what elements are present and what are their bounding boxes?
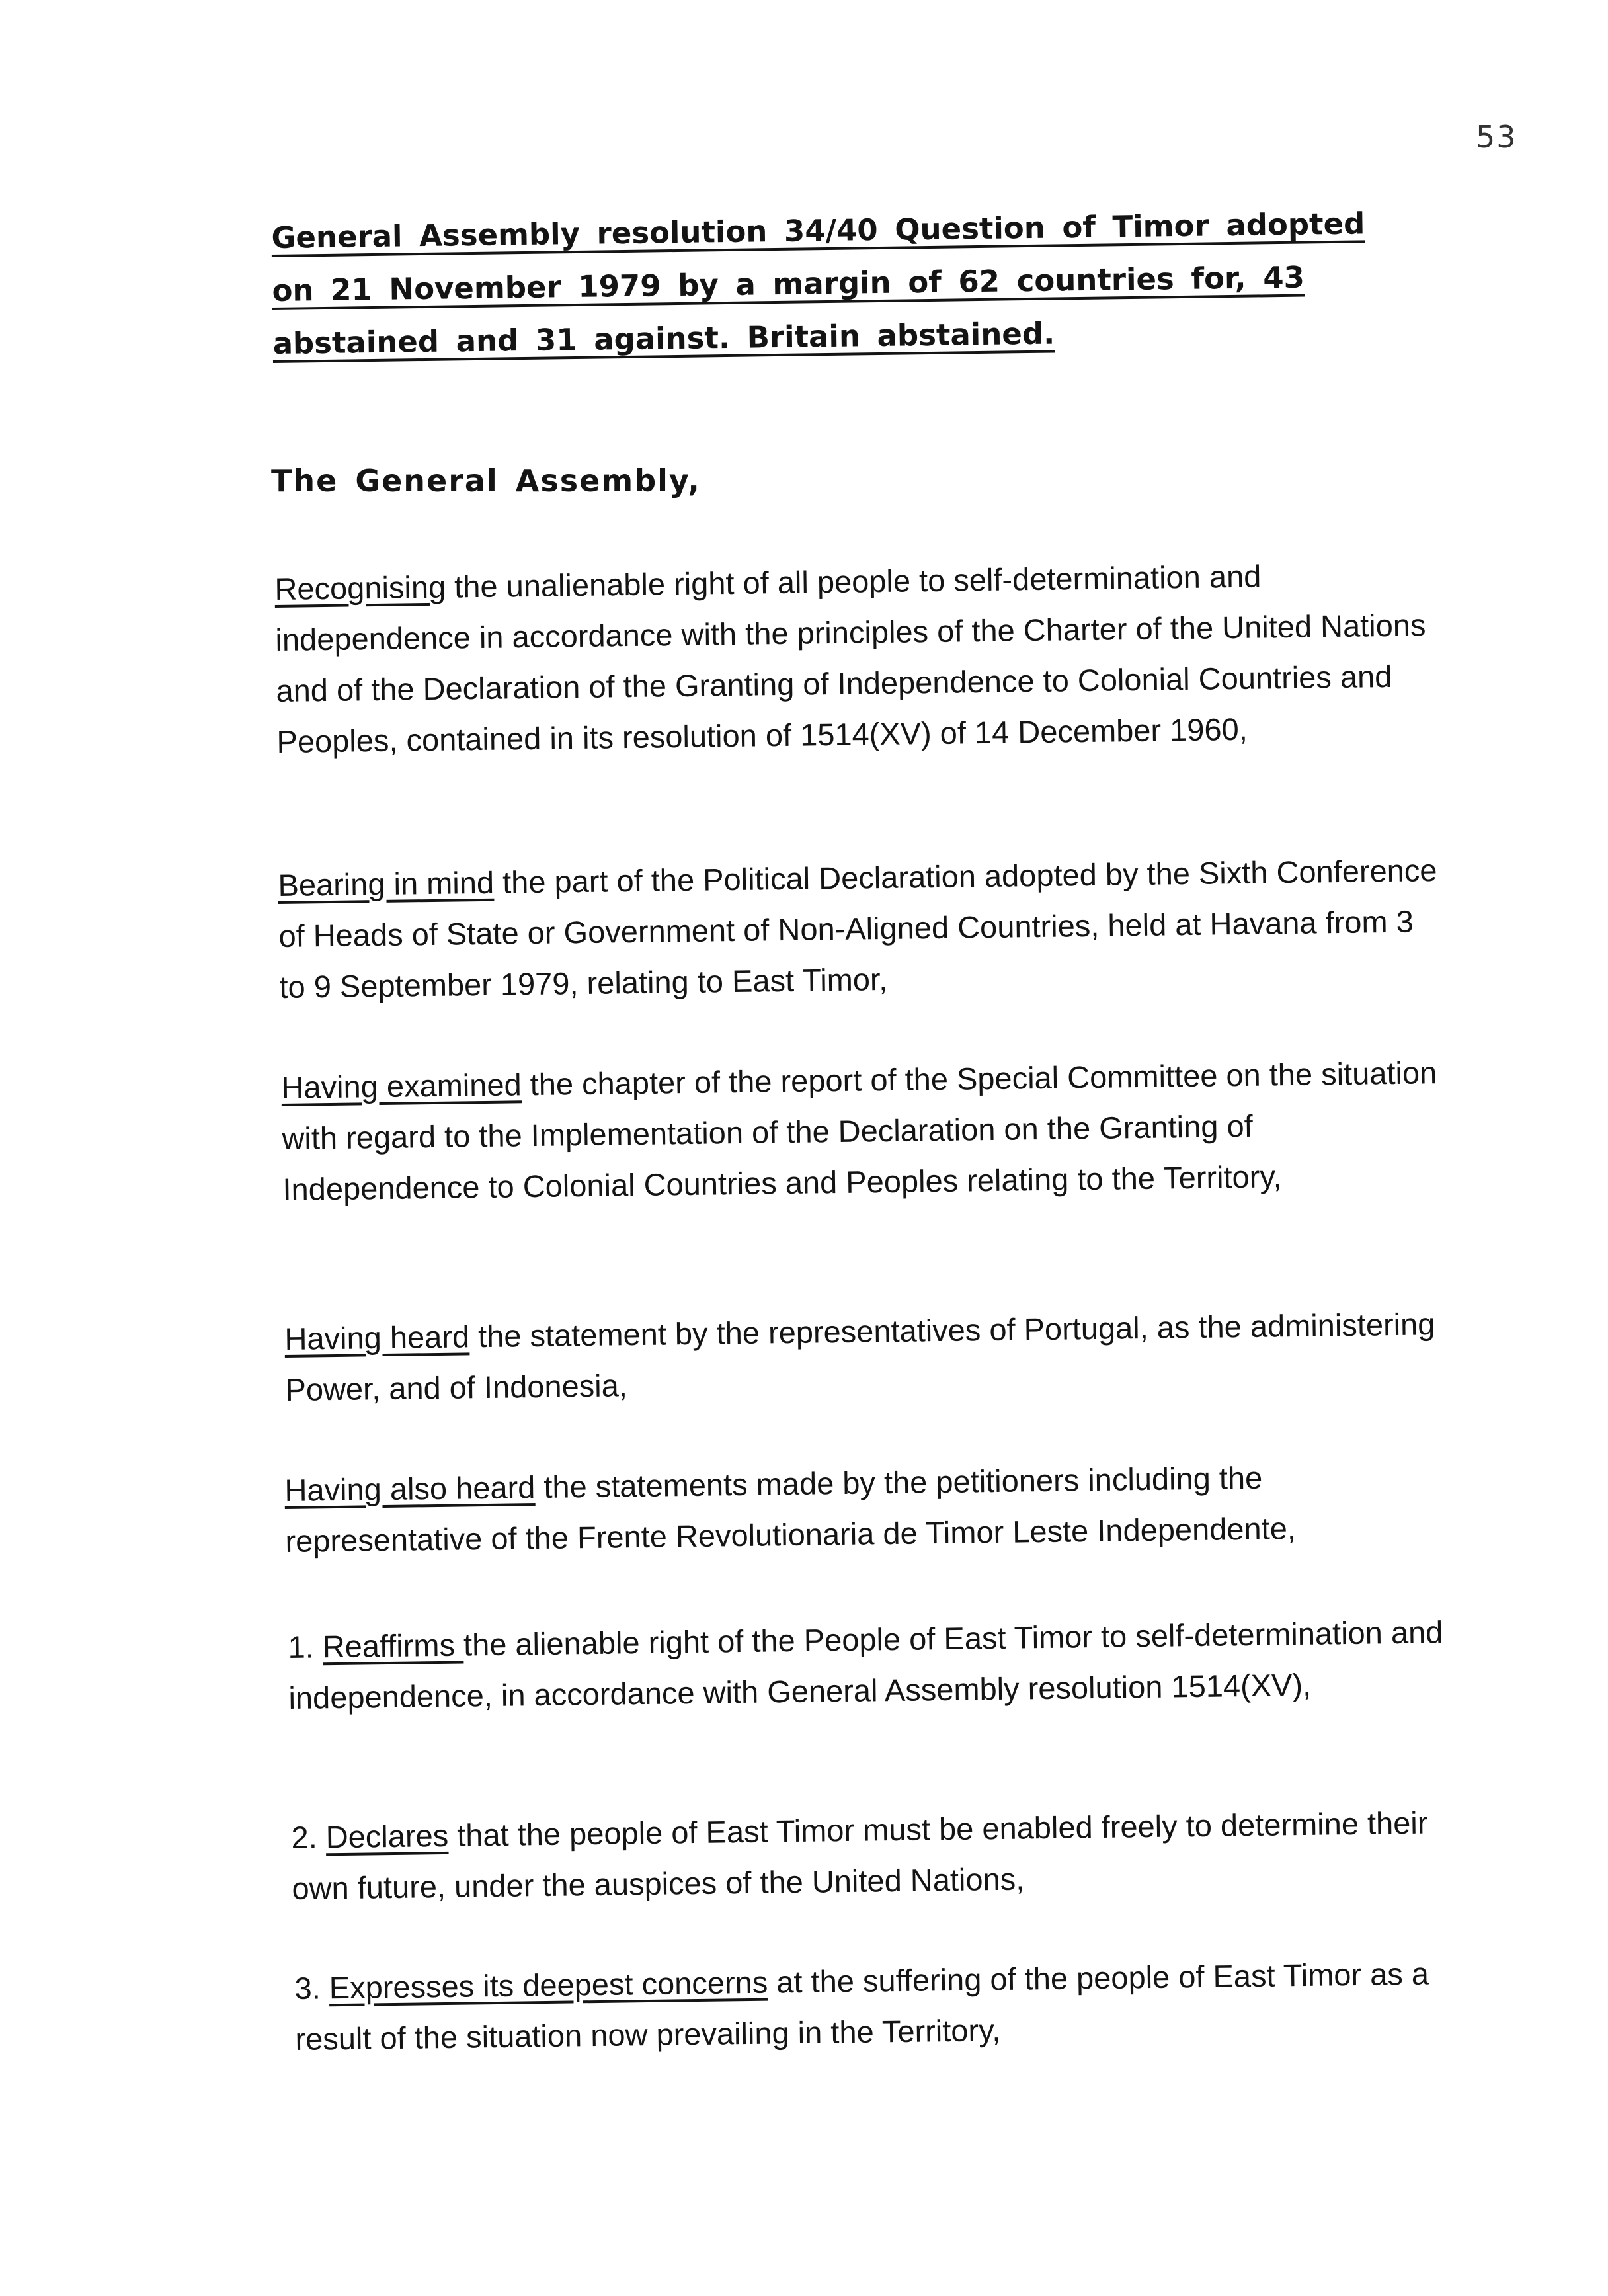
paragraph-lead: Reaffirms (322, 1627, 464, 1664)
paragraph-recognising (274, 548, 1441, 767)
paragraph-text: the part of the Political Declaration adopted by the Sixth Conference of Heads of State or Government of Non-Aligned Countries, held at Havana from 3 to 9 September 1979, relating to East Timor, (278, 852, 1437, 1004)
paragraph-number: 2. (291, 1819, 327, 1855)
paragraph-having-examined (281, 1047, 1447, 1215)
paragraph-lead: Bearing in mind (278, 864, 495, 903)
paragraph-bearing-in-mind (278, 844, 1443, 1012)
paragraph-text: the statements made by the petitioners including the representative of the Frente Revolutionaria de Timor Leste Independente, (285, 1459, 1297, 1559)
paragraph-text: the alienable right of the People of East Timor to self-determination and independence, in accordance with General Assembly resolution 1514(XV), (288, 1614, 1443, 1715)
preamble-line: The General Assembly, (271, 463, 701, 499)
page-number: 53 (1476, 119, 1517, 155)
paragraph-lead: Recognising (274, 569, 446, 606)
paragraph-having-heard (284, 1298, 1449, 1415)
paragraph-having-also-heard (284, 1450, 1449, 1567)
paragraph-lead: Declares (325, 1817, 449, 1855)
paragraph-number: 3. (294, 1970, 330, 2006)
paragraph-text: the chapter of the report of the Special Committee on the situation with regard to the Implementation of the Declaration on the Granting of Independence to Colonial Countries and Peoples relating to the Territory, (282, 1055, 1437, 1207)
paragraph-text: at the suffering of the people of East Timor as a result of the situation now prevailing in the Territory, (295, 1955, 1429, 2057)
paragraph-text: the unalienable right of all people to self-determination and independence in accordance with the principles of the Charter of the United Nations and of the Declaration of the Granting of Independence to Colonial Countries and Peoples, contained in its resolution of 1514(XV) of 14 December 1960, (275, 558, 1426, 759)
operative-paragraph-3 (294, 1948, 1459, 2065)
paragraph-text: the statement by the representatives of Portugal, as the administering Power, and of Indonesia, (285, 1306, 1435, 1407)
operative-paragraph-2 (291, 1797, 1456, 1914)
paragraph-lead: Having examined (281, 1067, 522, 1105)
paragraph-text: that the people of East Timor must be enabled freely to determine their own future, under the auspices of the United Nations, (292, 1805, 1428, 1906)
operative-paragraph-1 (288, 1606, 1453, 1723)
resolution-heading: General Assembly resolution 34/40 Question of Timor adopted on 21 November 1979 by a margin of 62 countries for, 43 abstained and 31 against. Britain abstained. (271, 206, 1365, 361)
paragraph-number: 1. (288, 1629, 323, 1664)
paragraph-lead: Expresses its deepest concerns (329, 1964, 768, 2006)
paragraph-lead: Having heard (284, 1319, 470, 1356)
paragraph-lead: Having also heard (284, 1469, 536, 1508)
